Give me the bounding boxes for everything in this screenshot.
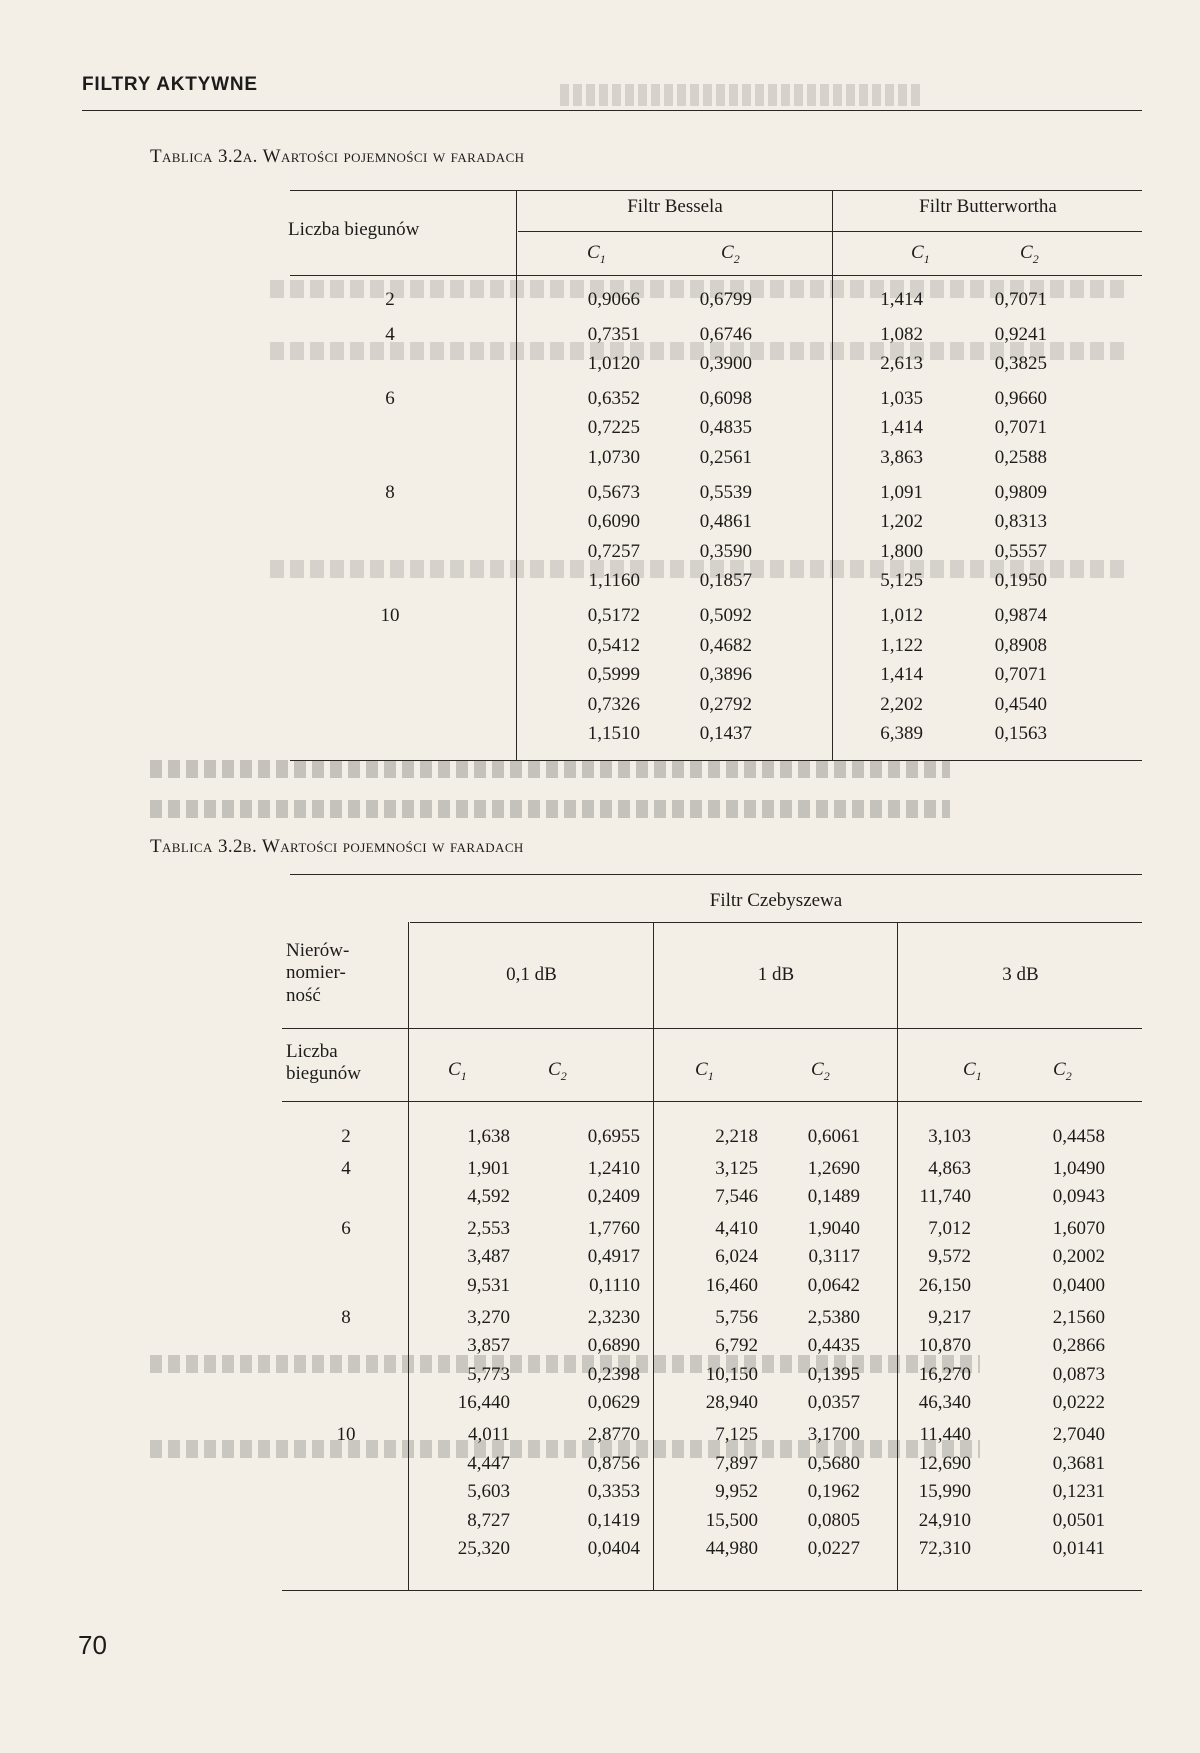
table-a-pole-count: 8 bbox=[385, 481, 395, 503]
table-b-bottom-rule bbox=[282, 1590, 1142, 1591]
table-a-value-cell: 0,5557 bbox=[994, 540, 1047, 562]
table-b-value-cell: 9,217 bbox=[928, 1306, 971, 1328]
table-a-value-cell: 0,1857 bbox=[699, 570, 752, 592]
table-a-column-label: $C_1$ bbox=[587, 242, 606, 266]
table-b-value-cell: 9,572 bbox=[928, 1246, 971, 1268]
table-a-column-label: $C_1$ bbox=[911, 242, 930, 266]
table-b-value-cell: 7,012 bbox=[928, 1217, 971, 1239]
table-b-value-cell: 4,447 bbox=[467, 1452, 510, 1474]
table-b-ripple-label: Nierów- nomier- ność bbox=[286, 940, 350, 1006]
table-b-column-label: $C_1$ bbox=[695, 1059, 714, 1083]
table-a-value-cell: 1,800 bbox=[880, 540, 923, 562]
table-b-value-cell: 9,952 bbox=[715, 1481, 758, 1503]
table-b-header-rule bbox=[282, 1101, 1142, 1102]
table-a-value-cell: 0,2588 bbox=[994, 447, 1047, 468]
table-b-value-cell: 1,638 bbox=[467, 1126, 510, 1147]
table-a-column-label: $C_2$ bbox=[721, 242, 740, 266]
table-a-value-cell: 0,9066 bbox=[587, 289, 640, 310]
table-b-ripple-rule bbox=[282, 1028, 1142, 1029]
table-b-column-label: $C_1$ bbox=[963, 1059, 982, 1083]
table-a-value-cell: 0,2561 bbox=[699, 447, 752, 468]
table-b-value-cell: 0,6890 bbox=[587, 1335, 640, 1357]
table-b-value-cell: 0,4917 bbox=[587, 1246, 640, 1268]
table-b-value-cell: 1,6070 bbox=[1052, 1217, 1105, 1239]
table-b-pole-count: 6 bbox=[341, 1217, 351, 1239]
table-b-ripple-value: 1 dB bbox=[757, 964, 795, 985]
table-a-value-cell: 1,414 bbox=[880, 289, 923, 310]
table-a-value-cell: 0,6098 bbox=[699, 387, 752, 409]
table-b-value-cell: 2,553 bbox=[467, 1217, 510, 1239]
table-a-value-cell: 0,4540 bbox=[994, 693, 1047, 715]
table-b-value-cell: 25,320 bbox=[457, 1538, 510, 1560]
table-a-value-cell: 1,414 bbox=[880, 664, 923, 686]
table-a-value-cell: 1,1160 bbox=[588, 570, 640, 592]
table-b-value-cell: 12,690 bbox=[918, 1452, 971, 1474]
table-a-value-cell: 6,389 bbox=[880, 723, 923, 745]
table-b-value-cell: 3,1700 bbox=[807, 1424, 860, 1445]
table-b-value-cell: 5,773 bbox=[467, 1363, 510, 1385]
table-b-value-cell: 0,3681 bbox=[1052, 1452, 1105, 1474]
table-b-pole-count: 10 bbox=[336, 1424, 356, 1445]
table-b-ripple-value: 0,1 dB bbox=[506, 964, 557, 985]
table-a-value-cell: 1,091 bbox=[880, 481, 923, 503]
table-b-value-cell: 1,9040 bbox=[807, 1217, 860, 1239]
table-b-value-cell: 0,1489 bbox=[807, 1186, 860, 1208]
table-b-value-cell: 2,5380 bbox=[807, 1306, 860, 1328]
page-number: 70 bbox=[78, 1630, 107, 1660]
table-a-top-rule bbox=[290, 190, 1142, 191]
table-b-value-cell: 2,1560 bbox=[1052, 1306, 1105, 1328]
table-b-column-label: $C_2$ bbox=[548, 1059, 567, 1083]
table-b-value-cell: 4,011 bbox=[467, 1424, 510, 1445]
table-b-value-cell: 6,024 bbox=[715, 1246, 758, 1268]
table-b-column-label: $C_2$ bbox=[1053, 1059, 1072, 1083]
table-b-value-cell: 0,3353 bbox=[587, 1481, 640, 1503]
table-a-value-cell: 0,5412 bbox=[587, 634, 640, 656]
table-b-value-cell: 1,2690 bbox=[807, 1157, 860, 1179]
table-b-filter-rule bbox=[410, 922, 1142, 923]
table-b-divider bbox=[408, 922, 409, 1590]
table-a-pole-count: 2 bbox=[385, 289, 395, 310]
table-a-value-cell: 1,0730 bbox=[587, 447, 640, 468]
table-b-value-cell: 0,1962 bbox=[807, 1481, 860, 1503]
table-a-value-cell: 0,5172 bbox=[587, 605, 640, 626]
table-a-caption: Tablica 3.2a. Wartości pojemności w faradach bbox=[150, 146, 525, 167]
table-b-value-cell: 4,410 bbox=[715, 1217, 758, 1239]
running-head: FILTRY AKTYWNE bbox=[82, 74, 258, 95]
table-a-group-header: Filtr Butterwortha bbox=[919, 196, 1057, 217]
table-a-value-cell: 0,3896 bbox=[699, 664, 752, 686]
table-b-value-cell: 0,0227 bbox=[807, 1538, 860, 1560]
table-b-pole-count: 2 bbox=[341, 1126, 351, 1147]
table-a-header-rule bbox=[290, 275, 1142, 276]
table-a-value-cell: 0,1950 bbox=[994, 570, 1047, 592]
table-a-value-cell: 0,9241 bbox=[994, 323, 1047, 345]
table-b-value-cell: 3,125 bbox=[715, 1157, 758, 1179]
table-b-value-cell: 6,792 bbox=[715, 1335, 758, 1357]
table-b-ripple-value: 3 dB bbox=[1002, 964, 1039, 985]
table-b-value-cell: 3,103 bbox=[928, 1126, 971, 1147]
table-b-value-cell: 24,910 bbox=[918, 1509, 971, 1531]
table-b-value-cell: 10,150 bbox=[705, 1363, 758, 1385]
table-b-value-cell: 0,0642 bbox=[807, 1275, 860, 1296]
table-b-value-cell: 0,0501 bbox=[1052, 1509, 1105, 1531]
table-b-value-cell: 15,500 bbox=[705, 1509, 758, 1531]
table-a-value-cell: 0,9660 bbox=[994, 387, 1047, 409]
table-b-value-cell: 1,2410 bbox=[587, 1157, 640, 1179]
table-a-value-cell: 0,8908 bbox=[994, 634, 1047, 656]
table-b-value-cell: 1,901 bbox=[467, 1157, 510, 1179]
table-a-value-cell: 1,414 bbox=[880, 417, 923, 439]
table-a-value-cell: 0,6090 bbox=[587, 511, 640, 533]
table-b-value-cell: 2,7040 bbox=[1052, 1424, 1105, 1445]
table-a-column-label: $C_2$ bbox=[1020, 242, 1039, 266]
table-b-value-cell: 0,6061 bbox=[807, 1126, 860, 1147]
table-a-value-cell: 0,3900 bbox=[699, 353, 752, 375]
table-a-value-cell: 0,7257 bbox=[587, 540, 640, 562]
table-a-value-cell: 0,7351 bbox=[587, 323, 640, 345]
table-a-group-header: Filtr Bessela bbox=[627, 196, 723, 217]
table-b-value-cell: 11,740 bbox=[919, 1186, 971, 1208]
table-a-value-cell: 1,082 bbox=[880, 323, 923, 345]
table-a-value-cell: 1,122 bbox=[880, 634, 923, 656]
table-b-value-cell: 11,440 bbox=[919, 1424, 971, 1445]
table-b-value-cell: 0,0222 bbox=[1052, 1392, 1105, 1414]
table-a-value-cell: 0,7071 bbox=[994, 664, 1047, 686]
table-b-value-cell: 1,7760 bbox=[587, 1217, 640, 1239]
table-a-pole-count: 10 bbox=[380, 605, 400, 626]
table-b-value-cell: 9,531 bbox=[467, 1275, 510, 1296]
table-b-top-rule bbox=[290, 874, 1142, 875]
table-b-value-cell: 8,727 bbox=[467, 1509, 510, 1531]
table-b-value-cell: 16,440 bbox=[457, 1392, 510, 1414]
table-b-value-cell: 0,0404 bbox=[587, 1538, 640, 1560]
table-b-value-cell: 5,756 bbox=[715, 1306, 758, 1328]
table-b-value-cell: 7,125 bbox=[715, 1424, 758, 1445]
table-b-value-cell: 0,4458 bbox=[1052, 1126, 1105, 1147]
table-b-value-cell: 0,8756 bbox=[587, 1452, 640, 1474]
table-a-value-cell: 0,4861 bbox=[699, 511, 752, 533]
table-a-value-cell: 0,5539 bbox=[699, 481, 752, 503]
table-b-value-cell: 15,990 bbox=[918, 1481, 971, 1503]
table-b-value-cell: 7,897 bbox=[715, 1452, 758, 1474]
table-b-value-cell: 0,0805 bbox=[807, 1509, 860, 1531]
table-b-value-cell: 0,2398 bbox=[587, 1363, 640, 1385]
table-b-value-cell: 26,150 bbox=[918, 1275, 971, 1296]
table-b-value-cell: 0,0873 bbox=[1052, 1363, 1105, 1385]
table-b-value-cell: 16,270 bbox=[918, 1363, 971, 1385]
table-a-value-cell: 0,7071 bbox=[994, 289, 1047, 310]
table-a-value-cell: 0,9874 bbox=[994, 605, 1047, 626]
table-b-value-cell: 0,0141 bbox=[1052, 1538, 1105, 1560]
table-b-divider bbox=[653, 922, 654, 1590]
table-b-pole-count: 8 bbox=[341, 1306, 351, 1328]
table-a-value-cell: 0,6799 bbox=[699, 289, 752, 310]
table-a-value-cell: 0,4835 bbox=[699, 417, 752, 439]
table-b-value-cell: 0,5680 bbox=[807, 1452, 860, 1474]
table-b-value-cell: 16,460 bbox=[705, 1275, 758, 1296]
table-b-pole-count: 4 bbox=[341, 1157, 351, 1179]
table-b-value-cell: 7,546 bbox=[715, 1186, 758, 1208]
table-b-value-cell: 5,603 bbox=[467, 1481, 510, 1503]
table-b-value-cell: 4,863 bbox=[928, 1157, 971, 1179]
table-b-value-cell: 2,8770 bbox=[587, 1424, 640, 1445]
table-a-value-cell: 5,125 bbox=[880, 570, 923, 592]
table-b-value-cell: 1,0490 bbox=[1052, 1157, 1105, 1179]
table-a-value-cell: 2,202 bbox=[880, 693, 923, 715]
table-b-value-cell: 0,1110 bbox=[589, 1275, 640, 1296]
table-a-value-cell: 0,8313 bbox=[994, 511, 1047, 533]
table-a-divider bbox=[516, 190, 517, 760]
table-a-value-cell: 1,012 bbox=[880, 605, 923, 626]
table-b-value-cell: 3,857 bbox=[467, 1335, 510, 1357]
table-b-caption: Tablica 3.2b. Wartości pojemności w faradach bbox=[150, 836, 524, 857]
table-b-filter-header: Filtr Czebyszewa bbox=[709, 890, 843, 911]
table-a-value-cell: 0,7071 bbox=[994, 417, 1047, 439]
table-b-value-cell: 2,218 bbox=[715, 1126, 758, 1147]
show-through-bleed bbox=[150, 800, 950, 818]
table-a-value-cell: 1,1510 bbox=[587, 723, 640, 745]
table-b-value-cell: 0,0629 bbox=[587, 1392, 640, 1414]
table-a-value-cell: 0,6746 bbox=[699, 323, 752, 345]
table-a-value-cell: 0,7225 bbox=[587, 417, 640, 439]
table-a-value-cell: 0,3825 bbox=[994, 353, 1047, 375]
table-a-value-cell: 0,6352 bbox=[587, 387, 640, 409]
table-a-value-cell: 0,9809 bbox=[994, 481, 1047, 503]
header-rule bbox=[82, 110, 1142, 111]
table-b-value-cell: 3,270 bbox=[467, 1306, 510, 1328]
show-through-bleed bbox=[150, 760, 950, 778]
table-b-value-cell: 0,1419 bbox=[587, 1509, 640, 1531]
table-b-value-cell: 4,592 bbox=[467, 1186, 510, 1208]
table-b-value-cell: 44,980 bbox=[705, 1538, 758, 1560]
table-b-value-cell: 0,1395 bbox=[807, 1363, 860, 1385]
table-a-row-header: Liczba biegunów bbox=[288, 219, 420, 240]
table-a-value-cell: 0,3590 bbox=[699, 540, 752, 562]
table-b-value-cell: 0,0943 bbox=[1052, 1186, 1105, 1208]
table-b-column-label: $C_1$ bbox=[448, 1059, 467, 1083]
table-a-value-cell: 0,4682 bbox=[699, 634, 752, 656]
table-b-value-cell: 0,2002 bbox=[1052, 1246, 1105, 1268]
show-through-bleed bbox=[560, 84, 920, 106]
table-a-value-cell: 1,0120 bbox=[587, 353, 640, 375]
table-a-value-cell: 0,5092 bbox=[699, 605, 752, 626]
table-a-value-cell: 0,1563 bbox=[994, 723, 1047, 745]
table-a-pole-count: 4 bbox=[385, 323, 395, 345]
table-a-value-cell: 0,2792 bbox=[699, 693, 752, 715]
table-a-value-cell: 3,863 bbox=[880, 447, 923, 468]
table-a-value-cell: 0,1437 bbox=[699, 723, 752, 745]
table-a-value-cell: 2,613 bbox=[880, 353, 923, 375]
table-a-pole-count: 6 bbox=[385, 387, 395, 409]
table-a-value-cell: 1,202 bbox=[880, 511, 923, 533]
table-b-value-cell: 72,310 bbox=[918, 1538, 971, 1560]
table-b-value-cell: 46,340 bbox=[918, 1392, 971, 1414]
table-a-bottom-rule bbox=[290, 760, 1142, 761]
table-b-value-cell: 10,870 bbox=[918, 1335, 971, 1357]
table-b-value-cell: 0,2409 bbox=[587, 1186, 640, 1208]
table-b-value-cell: 2,3230 bbox=[587, 1306, 640, 1328]
table-b-value-cell: 0,4435 bbox=[807, 1335, 860, 1357]
table-a-value-cell: 0,7326 bbox=[587, 693, 640, 715]
table-a-subheader-rule bbox=[518, 231, 1142, 232]
table-a-value-cell: 0,5999 bbox=[587, 664, 640, 686]
table-b-value-cell: 0,2866 bbox=[1052, 1335, 1105, 1357]
table-b-value-cell: 0,0357 bbox=[807, 1392, 860, 1414]
table-b-column-label: $C_2$ bbox=[811, 1059, 830, 1083]
table-b-value-cell: 3,487 bbox=[467, 1246, 510, 1268]
table-b-value-cell: 0,1231 bbox=[1052, 1481, 1105, 1503]
table-b-value-cell: 28,940 bbox=[705, 1392, 758, 1414]
table-b-value-cell: 0,0400 bbox=[1052, 1275, 1105, 1296]
table-a-value-cell: 1,035 bbox=[880, 387, 923, 409]
table-b-value-cell: 0,3117 bbox=[808, 1246, 860, 1268]
table-b-value-cell: 0,6955 bbox=[587, 1126, 640, 1147]
table-b-row-header: Liczba biegunów bbox=[286, 1041, 361, 1085]
table-a-value-cell: 0,5673 bbox=[587, 481, 640, 503]
